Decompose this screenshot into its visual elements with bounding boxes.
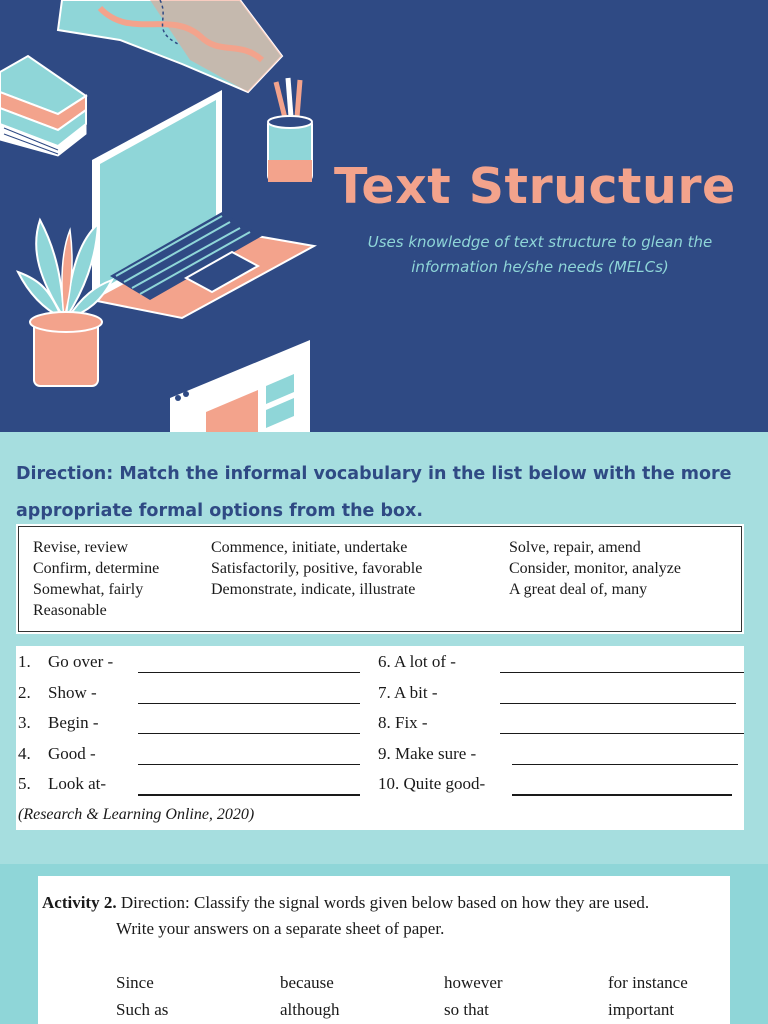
title-slide [0,0,768,432]
activity-box [38,876,730,1024]
item-4: 4. Good - [18,744,96,763]
map-icon [58,0,282,92]
browser-window-icon [170,340,310,432]
direction-text: Direction: Match the informal vocabulary in the list below with the more appropriate formal options from the box. [16,464,732,521]
items-box [16,646,744,830]
item-7: 7. A bit - [378,683,438,702]
vocabulary-slide [0,432,768,864]
signal-word: although [280,1000,340,1019]
word-option: Revise, review [33,539,129,556]
answer-blank-6[interactable] [500,672,744,673]
signal-word: however [444,973,503,992]
item-5: 5. Look at- [18,774,107,793]
word-column-1 [33,537,159,621]
word-box [16,524,744,634]
word-option: Somewhat, fairly [33,581,144,598]
signal-word: Since [116,973,154,992]
word-column-3 [509,537,681,600]
citation: (Research & Learning Online, 2020) [18,806,255,823]
item-3: 3. Begin - [18,713,99,732]
word-option: Solve, repair, amend [509,539,641,556]
answer-blank-10[interactable] [512,794,732,796]
word-column-2 [211,537,422,600]
signal-word: for instance [608,973,688,992]
answer-blank-5[interactable] [138,794,360,796]
signal-word: because [280,973,334,992]
item-10: 10. Quite good- [378,774,486,793]
signal-word: Such as [116,1000,169,1019]
item-1: 1. Go over - [18,652,114,671]
activity-slide [0,864,768,1024]
answer-blank-1[interactable] [138,672,360,673]
activity-line-2: Write your answers on a separate sheet of paper. [116,919,445,938]
answer-blank-4[interactable] [138,764,360,765]
word-option: Consider, monitor, analyze [509,560,682,577]
item-8: 8. Fix - [378,713,428,732]
word-option: Confirm, determine [33,560,160,577]
signal-word: important [608,1000,675,1019]
signal-word: so that [444,1000,489,1019]
answer-blank-3[interactable] [138,733,360,734]
word-option: Satisfactorily, positive, favorable [211,560,423,577]
item-9: 9. Make sure - [378,744,477,763]
word-option: Demonstrate, indicate, illustrate [211,581,416,598]
slide-title: Text Structure [334,158,736,215]
activity-direction [42,890,649,942]
word-option: Reasonable [33,602,107,619]
slide-subtitle: Uses knowledge of text structure to glean the information he/she needs (MELCs) [367,233,713,276]
word-option: Commence, initiate, undertake [211,539,408,556]
answer-blank-2[interactable] [138,703,360,704]
word-option: A great deal of, many [509,581,648,598]
item-2: 2. Show - [18,683,97,702]
activity-line-1: Direction: Classify the signal words given below based on how they are used. [116,893,650,912]
item-6: 6. A lot of - [378,652,456,671]
pencil-cup-icon [268,78,312,182]
answer-blank-9[interactable] [512,764,738,765]
illustration [0,0,768,432]
activity-label: Activity 2. [42,893,117,912]
books-icon [0,56,86,156]
answer-blank-7[interactable] [500,703,736,704]
answer-blank-8[interactable] [500,733,744,734]
